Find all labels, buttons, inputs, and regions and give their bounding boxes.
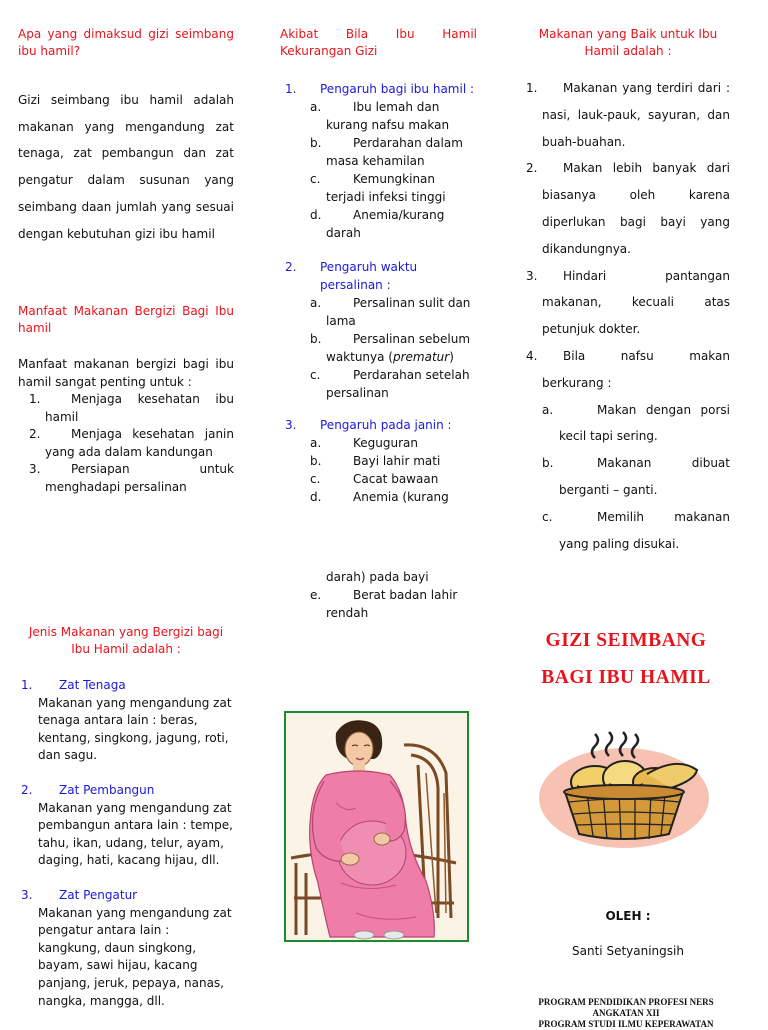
manfaat-intro: Manfaat makanan bergizi bagi ibu hamil sangat penting untuk :	[18, 357, 234, 389]
pregnant-woman-illustration	[286, 713, 467, 940]
list-text: Perdarahan dalam masa kehamilan	[326, 136, 463, 168]
list-number: 2.	[21, 782, 33, 797]
list-text: Hindari pantangan makanan, kecuali atas petunjuk dokter.	[542, 268, 730, 337]
list-text: Cacat bawaan	[353, 472, 439, 486]
list-text: Persalinan sebelum waktunya (prematur)	[326, 332, 471, 364]
list-text: Bila nafsu makan berkurang :	[542, 348, 730, 390]
group-heading-text: Pengaruh pada janin :	[320, 418, 452, 432]
list-letter: b.	[310, 136, 322, 150]
list-text: Makan lebih banyak dari biasanya oleh karena diperlukan bagi bayi yang dikandungnya.	[542, 161, 730, 256]
group-heading	[280, 80, 477, 98]
list-item	[18, 426, 234, 461]
list-item	[280, 330, 477, 366]
list-letter: b.	[310, 332, 322, 346]
makanan-baik-list	[526, 75, 730, 557]
list-item	[280, 488, 477, 506]
list-letter: b.	[542, 456, 554, 471]
list-letter: e.	[310, 588, 322, 602]
footer-line: ANGKATAN XII	[592, 1008, 660, 1018]
list-item	[18, 461, 234, 496]
list-letter: c.	[542, 509, 553, 524]
list-text: Menjaga kesehatan janin yang ada dalam kandungan	[45, 427, 234, 459]
list-text: Ibu lemah dan kurang nafsu makan	[326, 100, 450, 132]
list-text: Bayi lahir mati	[353, 454, 441, 468]
list-item	[280, 98, 477, 134]
list-item	[526, 75, 730, 155]
akibat-group	[280, 416, 477, 506]
question-title: Apa yang dimaksud gizi seimbang ibu hamil?	[18, 27, 234, 58]
list-letter: b.	[310, 454, 322, 468]
list-text: Berat badan lahir rendah	[326, 588, 458, 620]
bread-basket-clipart	[537, 726, 711, 850]
list-letter: a.	[542, 402, 554, 417]
list-item	[526, 504, 730, 558]
list-text: Keguguran	[353, 436, 418, 450]
akibat-title: Akibat Bila Ibu Hamil Kekurangan Gizi	[280, 27, 477, 58]
list-item	[18, 391, 234, 426]
list-number: 4.	[526, 348, 538, 363]
author-name: Santi Setyaningsih	[572, 944, 684, 958]
list-text: Makanan yang mengandung zat tenaga antara lain : beras, kentang, singkong, jagung, roti, dan sagu.	[38, 695, 232, 763]
list-text: Makanan yang mengandung zat pengatur antara lain : kangkung, daun singkong, bayam, sawi hijau, kacang panjang, jeruk, pepaya, nanas, nangka, mangga, dll.	[38, 905, 232, 1008]
list-number: 1.	[29, 392, 41, 406]
akibat-group	[280, 80, 477, 242]
cover-title	[520, 622, 732, 696]
cont-text: darah) pada bayi	[326, 570, 429, 584]
list-item	[280, 134, 477, 170]
list-number: 2.	[526, 161, 538, 176]
list-letter: d.	[310, 208, 322, 222]
bread-basket-image	[537, 726, 711, 850]
group-heading-text: Pengaruh bagi ibu hamil :	[320, 82, 475, 96]
akibat-continuation	[280, 568, 477, 622]
list-item	[280, 206, 477, 242]
column-left	[18, 26, 234, 494]
manfaat-section	[18, 356, 234, 496]
list-item	[526, 155, 730, 262]
group-heading-text: Pengaruh waktu persalinan :	[320, 260, 418, 292]
list-heading: Zat Tenaga	[59, 678, 126, 692]
list-text: Makan dengan porsi kecil tapi sering.	[559, 402, 730, 444]
list-letter: c.	[310, 472, 321, 486]
list-heading: Zat Pembangun	[59, 782, 155, 797]
list-number: 1.	[526, 81, 538, 95]
list-item	[280, 170, 477, 206]
list-item	[280, 470, 477, 488]
akibat-group	[280, 258, 477, 402]
list-heading: Zat Pengatur	[59, 887, 138, 902]
list-number: 3.	[21, 887, 33, 902]
list-number: 2.	[29, 427, 41, 441]
list-text: Persalinan sulit dan lama	[326, 296, 471, 328]
cover-title-line1: GIZI SEIMBANG	[545, 630, 707, 651]
list-letter: c.	[310, 172, 321, 186]
list-text: Kemungkinan terjadi infeksi tinggi	[326, 172, 446, 204]
group-number: 3.	[285, 418, 297, 432]
program-footer	[516, 997, 736, 1030]
list-text: Anemia (kurang	[353, 490, 449, 504]
list-item	[526, 450, 730, 504]
list-letter: a.	[310, 436, 322, 450]
footer-line: PROGRAM PENDIDIKAN PROFESI NERS	[538, 997, 714, 1007]
list-letter: c.	[310, 368, 321, 382]
group-number: 2.	[285, 260, 297, 274]
list-letter: d.	[310, 490, 322, 504]
footer-line: PROGRAM STUDI ILMU KEPERAWATAN	[538, 1019, 714, 1029]
list-item	[280, 586, 477, 622]
list-text: Anemia/kurang darah	[326, 208, 445, 240]
list-number: 3.	[526, 268, 538, 283]
list-item	[18, 887, 234, 1010]
list-number: 1.	[21, 678, 33, 692]
list-text: Memilih makanan yang paling disukai.	[559, 509, 730, 551]
list-text: Perdarahan setelah persalinan	[326, 368, 470, 400]
list-number: 3.	[29, 462, 41, 476]
list-item	[526, 397, 730, 451]
list-item	[280, 434, 477, 452]
list-item	[18, 782, 234, 870]
question-answer: Gizi seimbang ibu hamil adalah makanan yang mengandung zat tenaga, zat pembangun dan zat pengatur dalam susunan yang seimbang daan jumlah yang sesuai dengan kebutuhan gizi ibu hamil	[18, 93, 234, 241]
makanan-baik-title: Makanan yang Baik untuk Ibu Hamil adalah :	[538, 27, 718, 58]
manfaat-title: Manfaat Makanan Bergizi Bagi Ibu hamil	[18, 304, 234, 335]
group-number: 1.	[285, 82, 297, 96]
jenis-section	[18, 624, 234, 1010]
jenis-title: Jenis Makanan yang Bergizi bagi Ibu Hamil adalah :	[28, 625, 224, 656]
list-letter: a.	[310, 296, 322, 310]
list-item	[280, 452, 477, 470]
list-text: Persiapan untuk menghadapi persalinan	[45, 462, 234, 494]
column-middle	[280, 26, 477, 620]
group-heading	[280, 258, 477, 294]
column-right	[526, 26, 730, 551]
list-item	[280, 366, 477, 402]
list-item	[526, 343, 730, 397]
cover-title-line2: BAGI IBU HAMIL	[541, 667, 711, 688]
group-heading	[280, 416, 477, 434]
list-text: Makanan yang mengandung zat pembangun antara lain : tempe, tahu, ikan, udang, telur, ayam, daging, hati, kacang hijau, dll.	[38, 800, 233, 868]
pregnant-woman-image	[284, 711, 469, 942]
list-letter: a.	[310, 100, 322, 114]
list-item	[526, 263, 730, 343]
list-text: Makanan dibuat berganti – ganti.	[559, 456, 730, 497]
list-item	[18, 677, 234, 765]
list-text: Makanan yang terdiri dari : nasi, lauk-pauk, sayuran, dan buah-buahan.	[542, 81, 730, 149]
list-text: Menjaga kesehatan ibu hamil	[45, 392, 234, 424]
oleh-label: OLEH :	[605, 909, 651, 923]
list-item	[280, 294, 477, 330]
